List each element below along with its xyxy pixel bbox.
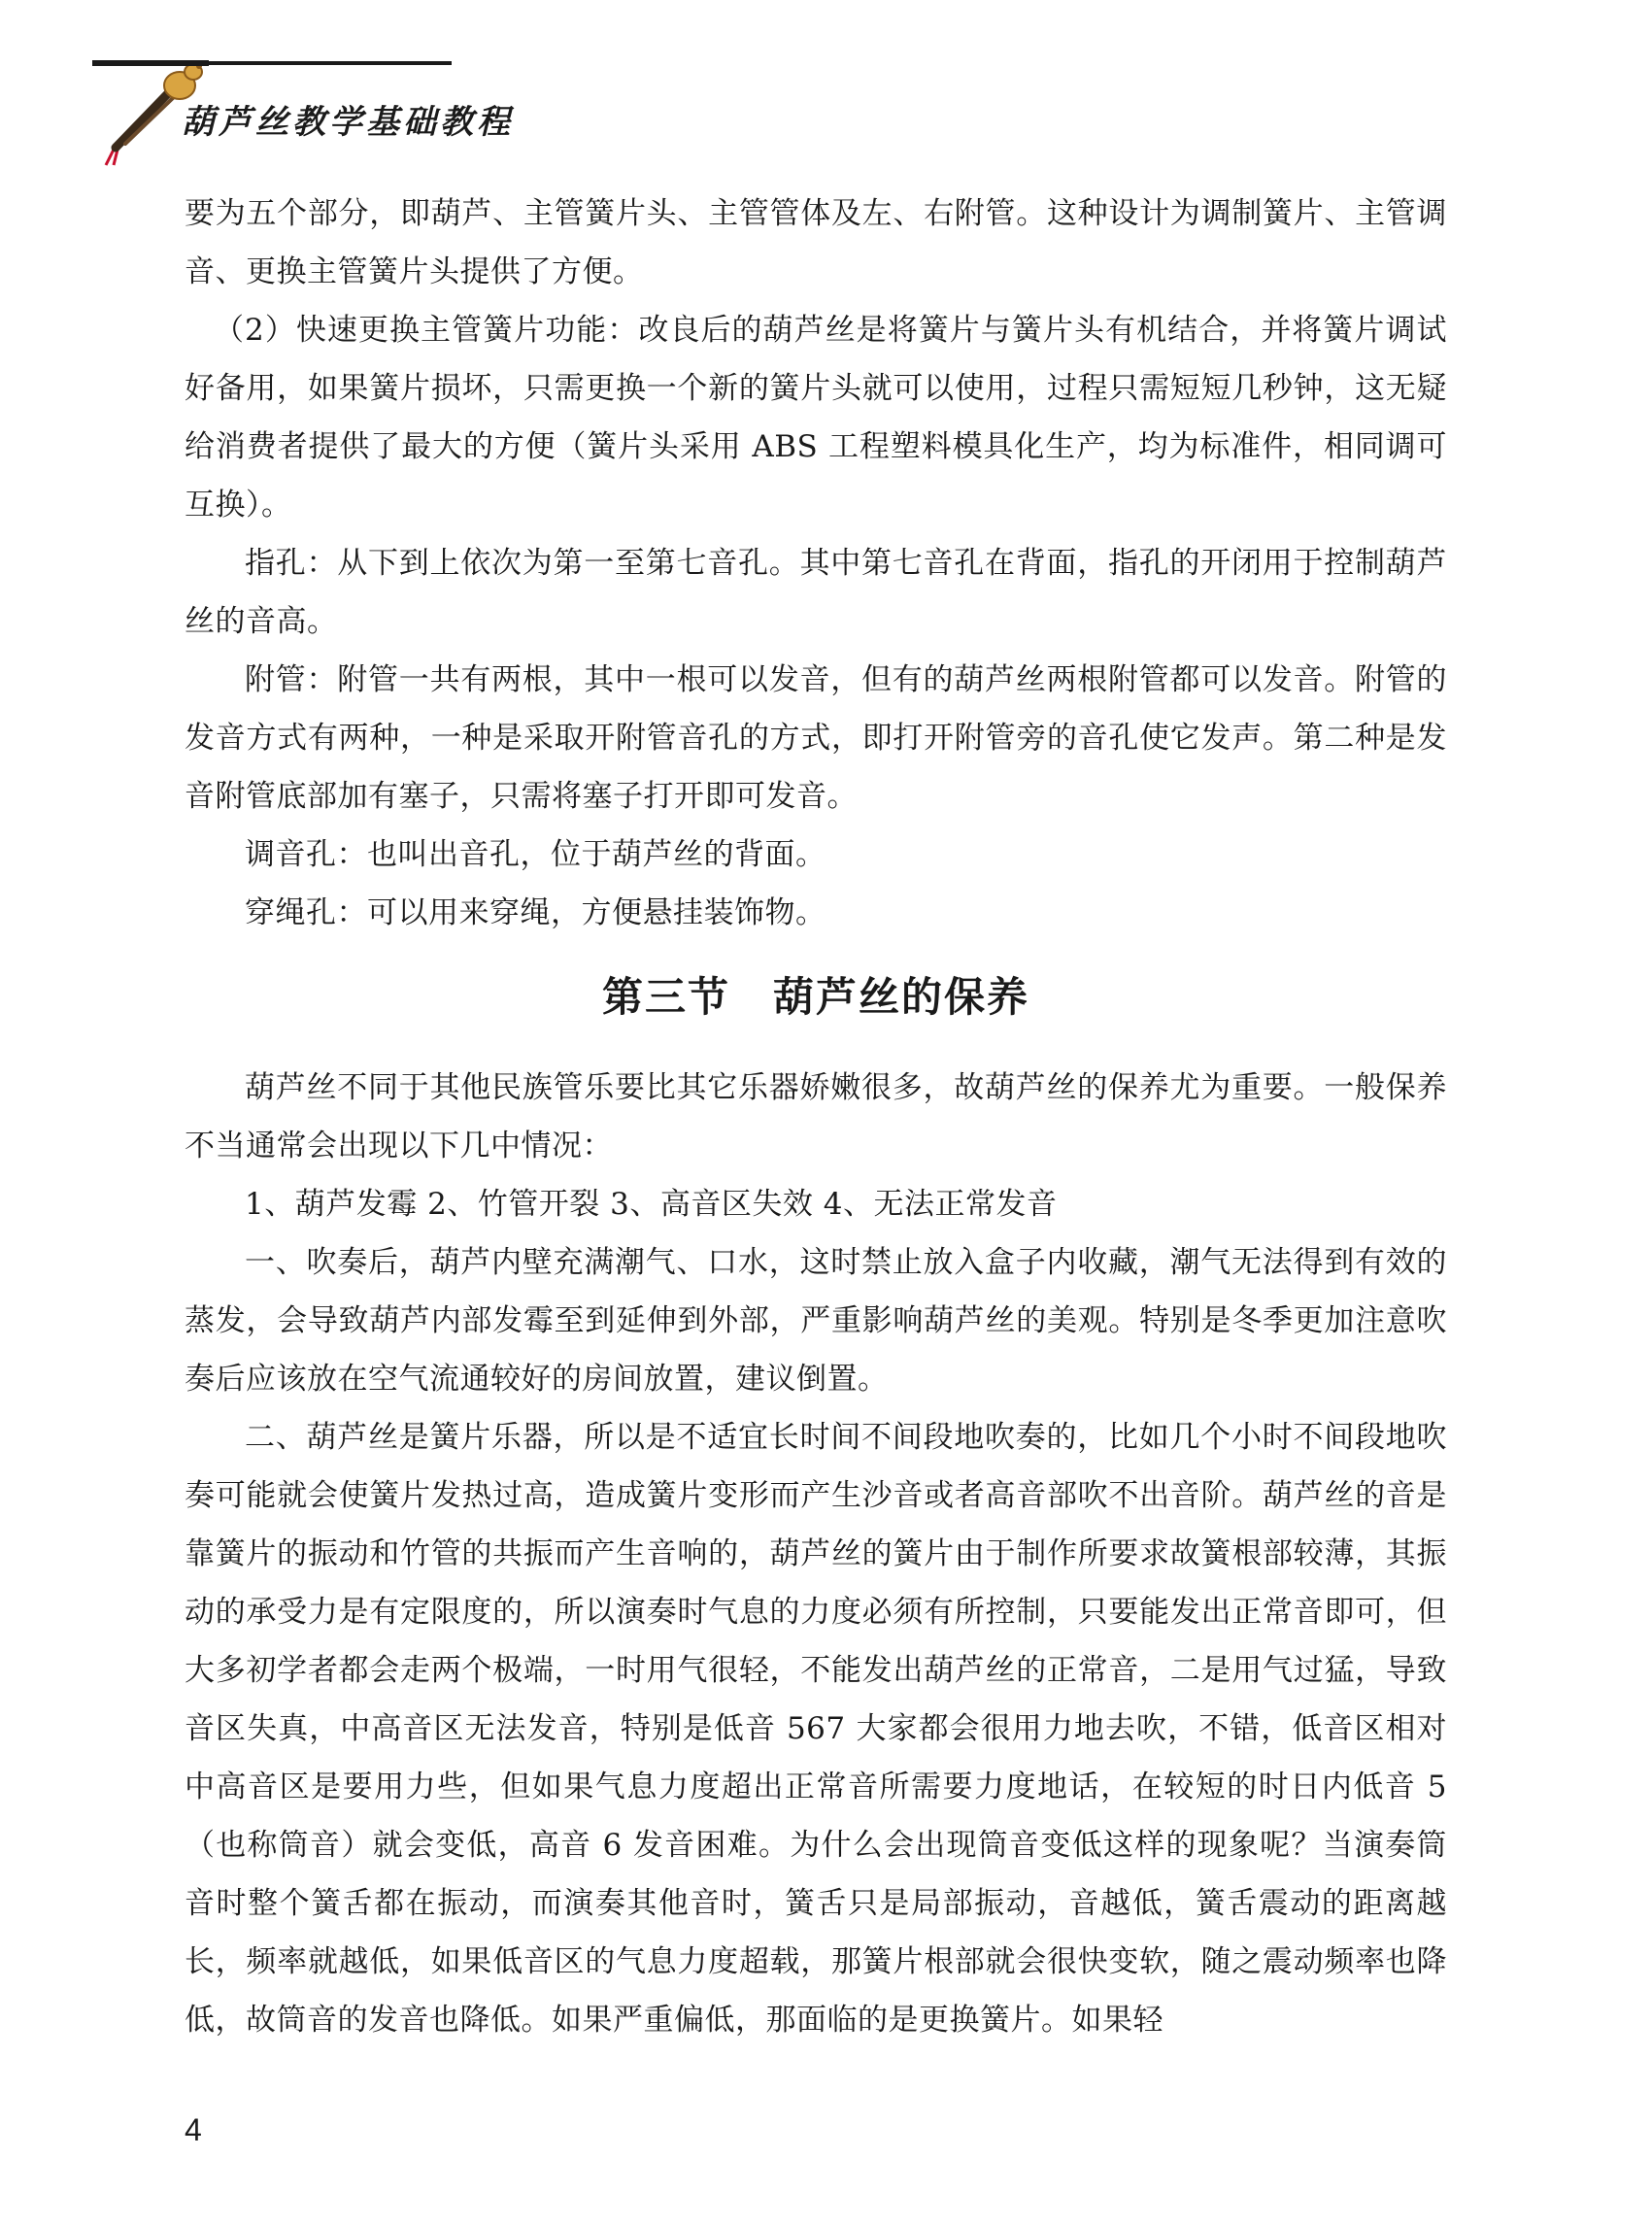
header-title: 葫芦丝教学基础教程 bbox=[182, 103, 514, 142]
page-number: 4 bbox=[185, 2112, 202, 2147]
paragraph: 1、葫芦发霉 2、竹管开裂 3、高音区失效 4、无法正常发音 bbox=[245, 1187, 1058, 1222]
paragraph: 一、吹奏后，葫芦内壁充满潮气、口水，这时禁止放入盒子内收藏，潮气无法得到有效的蒸发，会导致葫芦内部发霉至到延伸到外部，严重影响葫芦丝的美观。特别是冬季更加注意吹奏后应该放在空气流通较好的房间放置，建议倒置。 bbox=[185, 1245, 1447, 1397]
paragraph: 要为五个部分，即葫芦、主管簧片头、主管管体及左、右附管。这种设计为调制簧片、主管调音、更换主管簧片头提供了方便。 bbox=[185, 196, 1447, 289]
paragraph: （2）快速更换主管簧片功能：改良后的葫芦丝是将簧片与簧片头有机结合，并将簧片调试好备用，如果簧片损坏，只需更换一个新的簧片头就可以使用，过程只需短短几秒钟，这无疑给消费者提供了最大的方便（簧片头采用 ABS 工程塑料模具化生产，均为标准件，相同调可互换）。 bbox=[185, 313, 1447, 523]
header-rule bbox=[92, 60, 452, 66]
section-title: 第三节 葫芦丝的保养 bbox=[601, 973, 1029, 1021]
paragraph: 指孔：从下到上依次为第一至第七音孔。其中第七音孔在背面，指孔的开闭用于控制葫芦丝的音高。 bbox=[185, 546, 1447, 639]
running-header bbox=[92, 60, 558, 167]
paragraph: 二、葫芦丝是簧片乐器，所以是不适宜长时间不间段地吹奏的，比如几个小时不间段地吹奏可能就会使簧片发热过高，造成簧片变形而产生沙音或者高音部吹不出音阶。葫芦丝的音是靠簧片的振动和竹管的共振而产生音响的，葫芦丝的簧片由于制作所要求故簧根部较薄，其振动的承受力是有定限度的，所以演奏时气息的力度必须有所控制，只要能发出正常音即可，但大多初学者都会走两个极端，一时用气很轻，不能发出葫芦丝的正常音，二是用气过猛，导致音区失真，中高音区无法发音，特别是低音 567 大家都会很用力地去吹，不错，低音区相对中高音区是要用力些，但如果气息力度超出正常音所需要力度地话，在较短的时日内低音 5（也称筒音）就会变低，高音 6 发音困难。为什么会出现筒音变低这样的现象呢？当演奏筒音时整个簧舌都在振动，而演奏其他音时，簧舌只是局部振动，音越低，簧舌震动的距离越长，频率就越低，如果低音区的气息力度超载，那簧片根部就会很快变软，随之震动频率也降低，故筒音的发音也降低。如果严重偏低，那面临的是更换簧片。如果轻 bbox=[185, 1420, 1447, 2038]
page-body bbox=[185, 185, 1447, 2049]
paragraph: 调音孔：也叫出音孔，位于葫芦丝的背面。 bbox=[245, 837, 826, 872]
paragraph: 穿绳孔：可以用来穿绳，方便悬挂装饰物。 bbox=[245, 895, 826, 930]
paragraph: 附管：附管一共有两根，其中一根可以发音，但有的葫芦丝两根附管都可以发音。附管的发音方式有两种，一种是采取开附管音孔的方式，即打开附管旁的音孔使它发声。第二种是发音附管底部加有塞子，只需将塞子打开即可发音。 bbox=[185, 662, 1447, 814]
paragraph: 葫芦丝不同于其他民族管乐要比其它乐器娇嫩很多，故葫芦丝的保养尤为重要。一般保养不当通常会出现以下几中情况： bbox=[185, 1070, 1447, 1163]
